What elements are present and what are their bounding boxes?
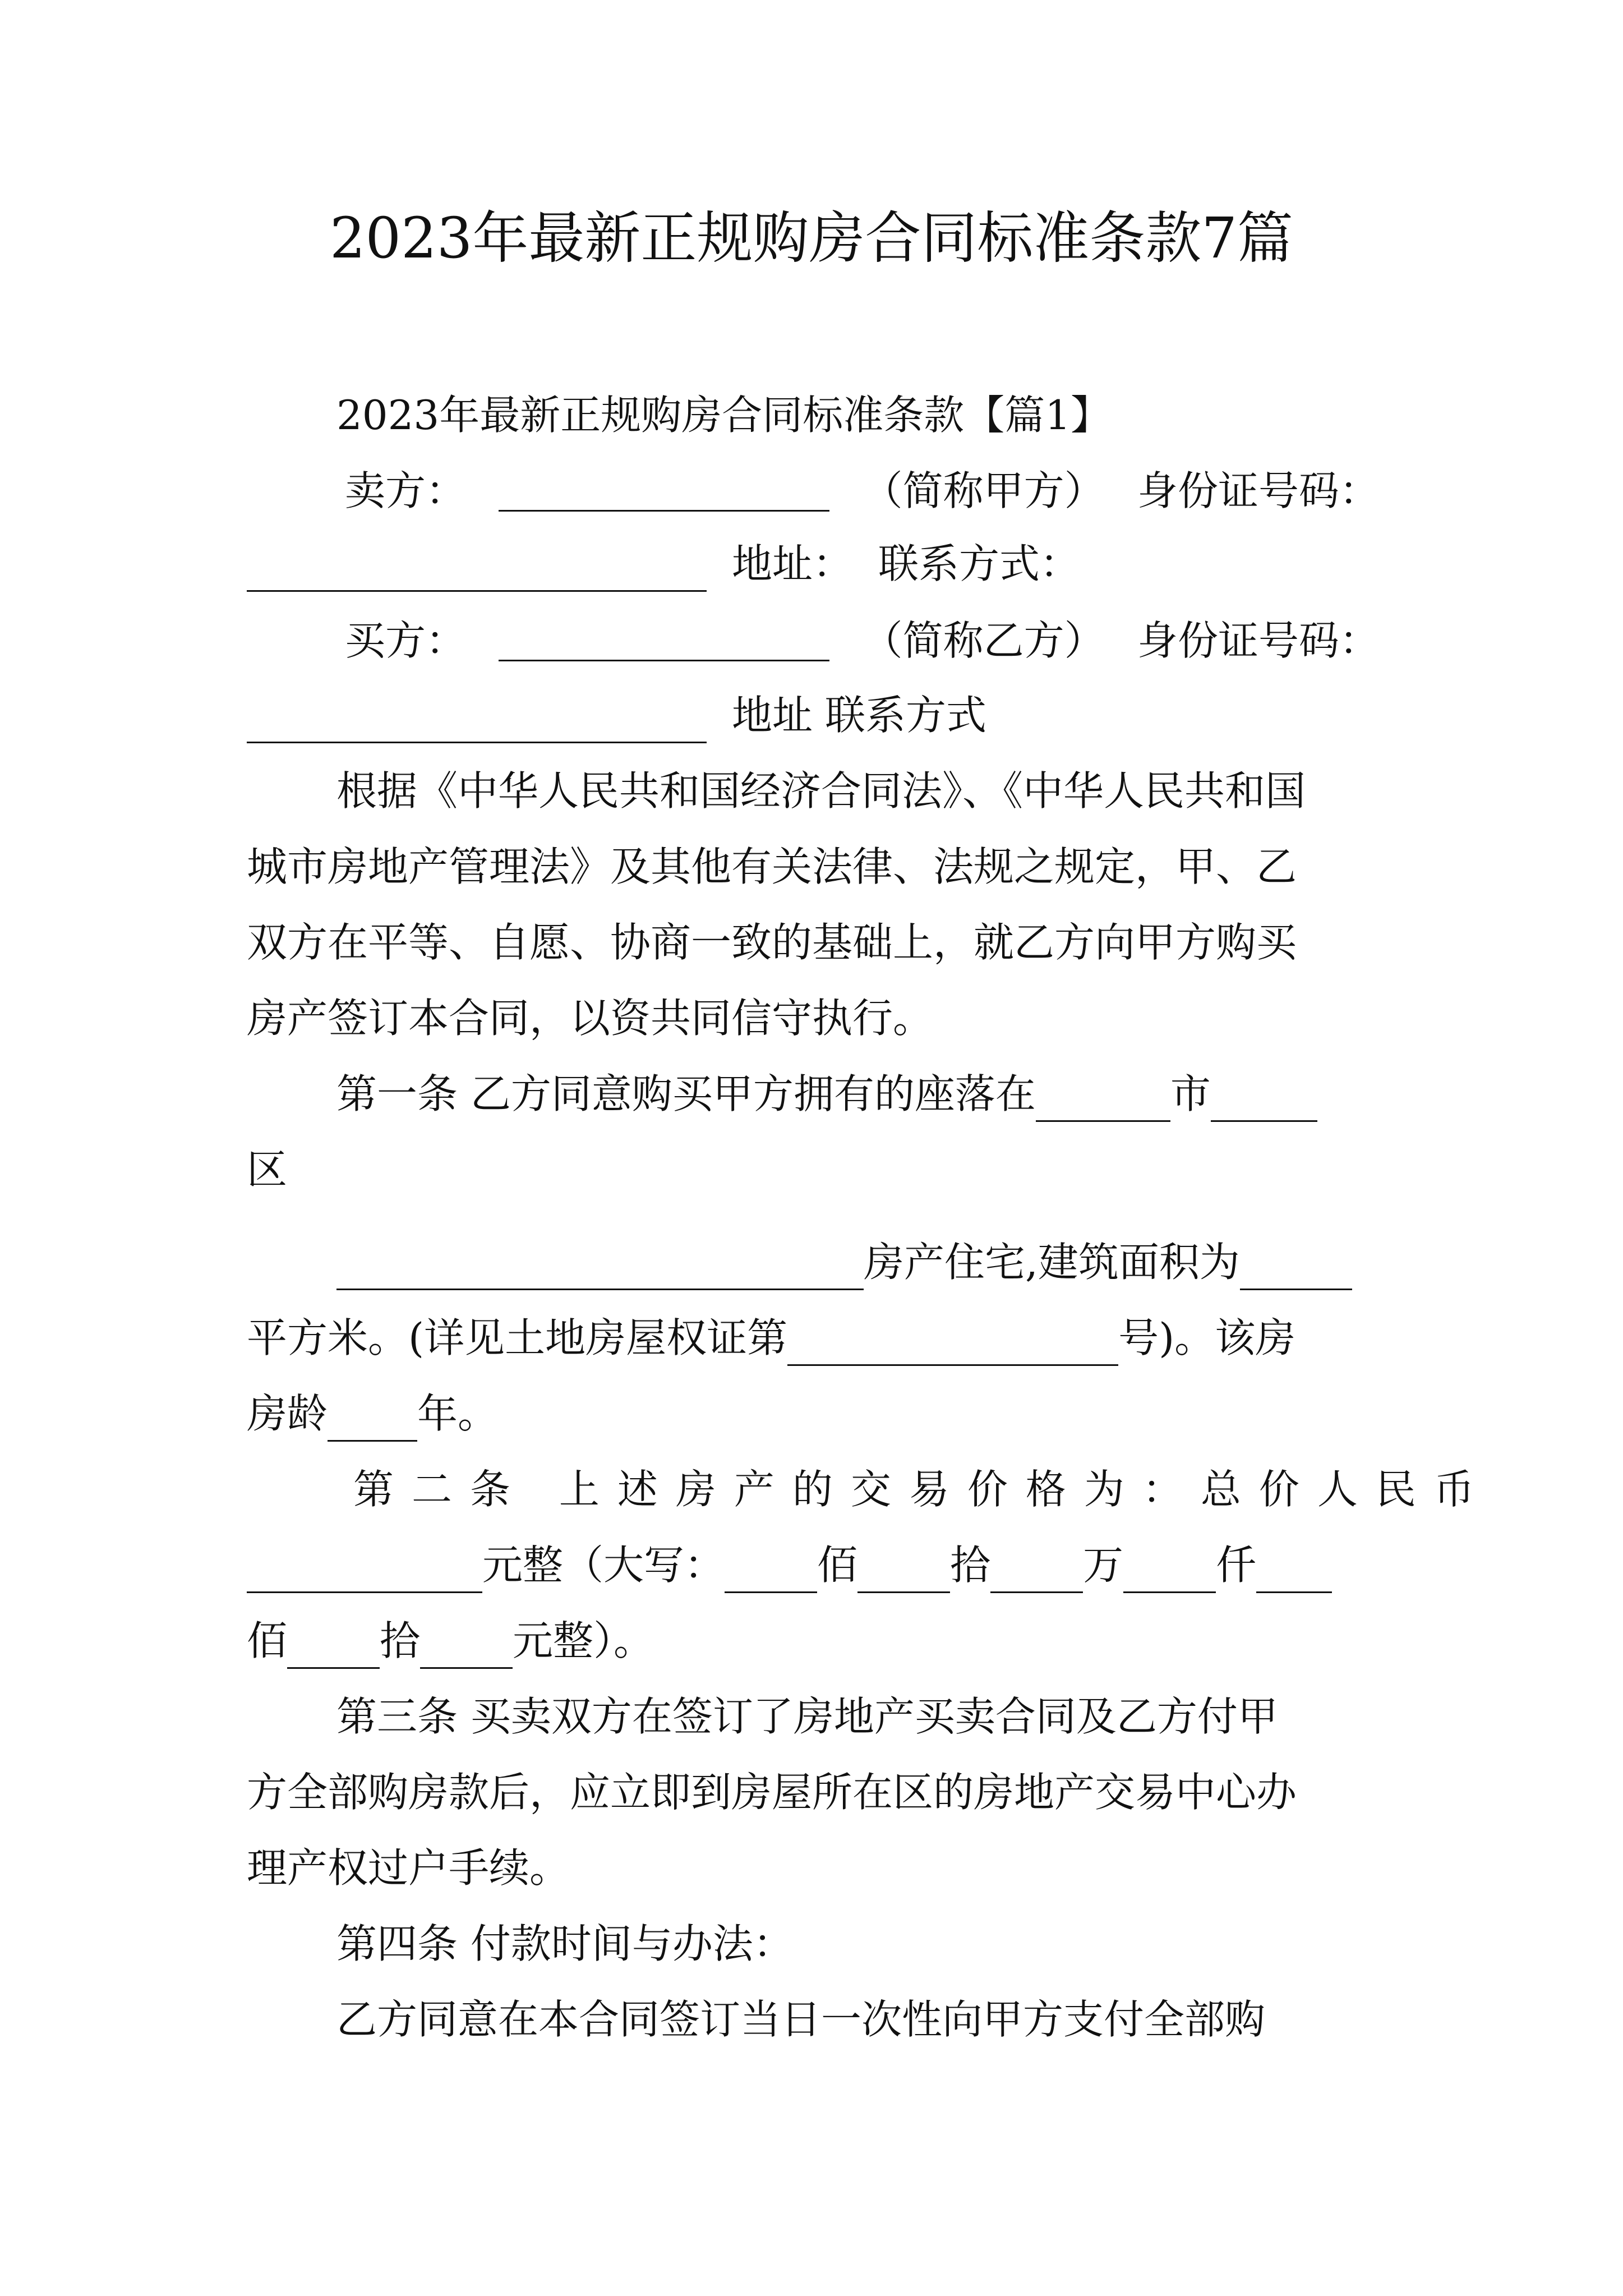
article1-line-3 — [336, 1234, 1352, 1290]
section-heading: 2023年最新正规购房合同标准条款【篇1】 — [336, 392, 1112, 439]
buyer-id-blank — [247, 702, 707, 743]
seller-line — [345, 463, 1380, 519]
buyer-contact-label: 联系方式 — [825, 692, 987, 739]
article1-city-label: 市 — [1170, 1070, 1211, 1117]
seller-alias: （简称甲方） — [862, 467, 1105, 514]
wan-label: 万 — [1083, 1542, 1124, 1589]
city-blank — [1036, 1081, 1170, 1122]
area-blank — [1240, 1249, 1352, 1290]
shi2-blank — [287, 1628, 380, 1669]
article1-line-2: 区 — [247, 1146, 288, 1193]
preamble-line-4: 房产签订本合同，以资共同信守执行。 — [247, 995, 934, 1042]
article3-line-2: 方全部购房款后，应立即到房屋所在区的房地产交易中心办 — [247, 1769, 1297, 1816]
district-blank — [1211, 1081, 1317, 1122]
article1-line-4 — [247, 1310, 1295, 1366]
preamble-line-2: 城市房地产管理法》及其他有关法律、法规之规定，甲、乙 — [247, 843, 1297, 890]
age-blank — [328, 1401, 417, 1442]
shi-label: 拾 — [950, 1542, 991, 1589]
article1-line-1 — [336, 1066, 1317, 1122]
buyer-address-line — [247, 687, 986, 743]
bai-blank — [725, 1552, 817, 1593]
article4-heading: 第四条 付款时间与办法： — [336, 1920, 794, 1967]
seller-contact-label: 联系方式： — [878, 540, 1081, 587]
preamble-line-3: 双方在平等、自愿、协商一致的基础上，就乙方向甲方购买 — [247, 919, 1297, 966]
article1-text-a: 第一条 乙方同意购买甲方拥有的座落在 — [336, 1070, 1036, 1117]
article1-text-certificate: 平方米。(详见土地房屋权证第 — [247, 1314, 788, 1361]
shi2-label: 拾 — [380, 1617, 421, 1664]
yuan2-blank — [420, 1628, 513, 1669]
seller-id-label: 身份证号码： — [1137, 467, 1380, 514]
qian-label: 仟 — [1216, 1542, 1257, 1589]
article1-text-area: 房产住宅,建筑面积为 — [864, 1239, 1240, 1286]
buyer-id-label: 身份证号码： — [1137, 617, 1380, 664]
seller-address-label: 地址： — [732, 540, 854, 587]
buyer-name-blank — [499, 620, 829, 661]
article1-text-house: 号)。该房 — [1118, 1314, 1296, 1361]
certificate-blank — [787, 1325, 1118, 1366]
seller-id-blank — [247, 551, 707, 592]
seller-label: 卖方： — [345, 467, 467, 514]
seller-name-blank — [499, 471, 829, 512]
article2-line-3 — [247, 1613, 654, 1669]
article2-line-1: 第二条 上述房产的交易价格为：总价人民币 — [353, 1466, 1492, 1513]
price-yuan-label: 元整（大写： — [482, 1542, 725, 1589]
article3-line-1: 第三条 买卖双方在签订了房地产买卖合同及乙方付甲 — [336, 1693, 1278, 1740]
price-blank — [247, 1552, 482, 1593]
bai2-blank — [1256, 1552, 1332, 1593]
bai-label: 佰 — [817, 1542, 858, 1589]
buyer-address-label: 地址 — [732, 692, 813, 739]
buyer-line — [345, 613, 1380, 669]
buyer-label: 买方： — [345, 617, 467, 664]
preamble-line-1: 根据《中华人民共和国经济合同法》、《中华人民共和国 — [336, 767, 1306, 815]
buyer-alias: （简称乙方） — [862, 617, 1105, 664]
shi-blank — [857, 1552, 950, 1593]
price-end-label: 元整）。 — [513, 1617, 654, 1664]
qian-blank — [1123, 1552, 1216, 1593]
article1-text-age: 房龄 — [247, 1390, 328, 1437]
address-blank — [336, 1249, 864, 1290]
bai2-label: 佰 — [247, 1617, 288, 1664]
article3-line-3: 理产权过户手续。 — [247, 1844, 570, 1892]
article2-line-2 — [247, 1537, 1332, 1593]
article1-line-5 — [247, 1386, 498, 1442]
article4-line-1: 乙方同意在本合同签订当日一次性向甲方支付全部购 — [336, 1996, 1266, 2043]
article1-text-year: 年。 — [417, 1390, 499, 1437]
wan-blank — [990, 1552, 1083, 1593]
seller-address-line — [247, 536, 1080, 592]
document-title: 2023年最新正规购房合同标准条款7篇 — [329, 205, 1294, 271]
